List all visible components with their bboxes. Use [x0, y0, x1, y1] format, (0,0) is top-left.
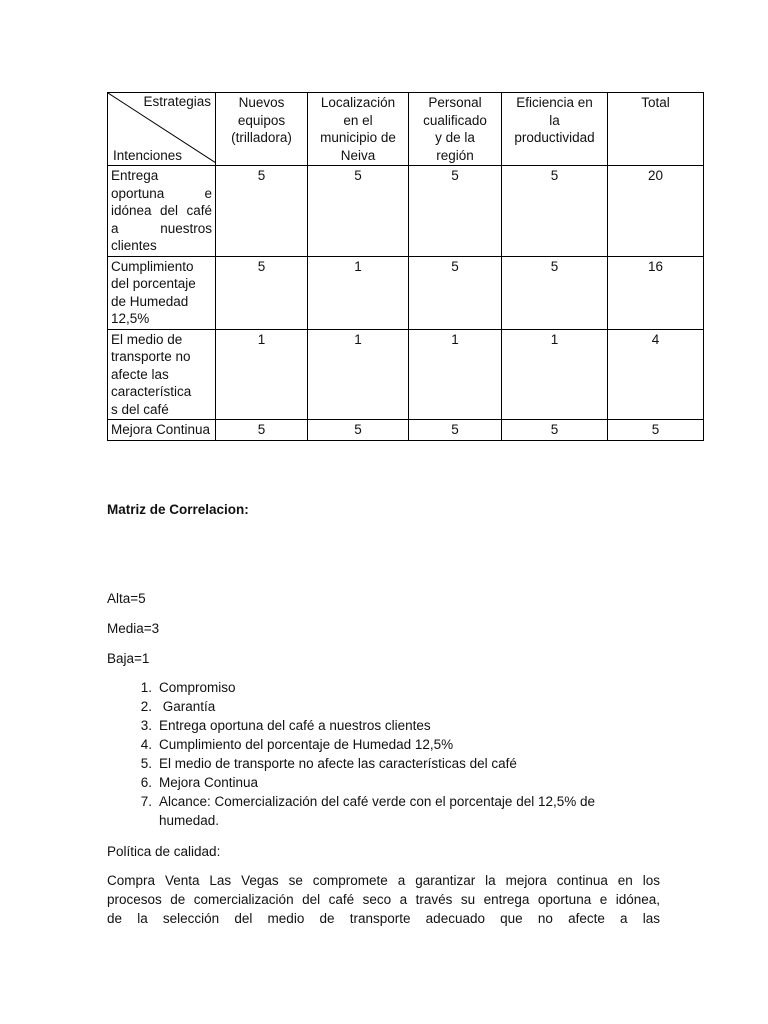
- table-cell: 1: [502, 329, 608, 420]
- column-header: Eficiencia en la productividad: [502, 93, 608, 166]
- table-cell: 5: [216, 256, 308, 329]
- paragraph-line: procesos de comercialización del café seco a través su entrega oportuna e idónea,: [107, 892, 660, 907]
- column-header: Total: [608, 93, 704, 166]
- list-item: 7. Alcance: Comercialización del café verde con el porcentaje del 12,5% de humedad.: [140, 794, 596, 828]
- table-cell: 16: [608, 256, 704, 329]
- paragraph-line: Compra Venta Las Vegas se compromete a garantizar la mejora continua en los: [107, 873, 660, 888]
- list-item: 3. Entrega oportuna del café a nuestros clientes: [140, 718, 431, 733]
- corner-label-strategies: Estrategias: [143, 94, 211, 109]
- scale-alta: Alta=5: [107, 591, 146, 606]
- scale-media: Media=3: [107, 621, 160, 636]
- matrix-corner-cell: [108, 93, 216, 166]
- row-label: Entrega oportuna e idónea del café a nuestros clientes: [108, 166, 216, 257]
- corner-label-intentions: Intenciones: [113, 148, 183, 163]
- list-item: 1. Compromiso: [140, 680, 236, 695]
- table-cell: 5: [502, 420, 608, 441]
- table-cell: 5: [409, 256, 502, 329]
- list-item: 6. Mejora Continua: [140, 775, 259, 790]
- section-heading: Matriz de Correlacion:: [107, 502, 249, 517]
- table-cell: 5: [308, 420, 409, 441]
- table-cell: 5: [502, 256, 608, 329]
- table-cell: 4: [608, 329, 704, 420]
- policy-paragraph: [107, 871, 660, 928]
- table-cell: 5: [409, 166, 502, 257]
- correlation-matrix-table: [107, 92, 704, 441]
- list-item: 2. Garantía: [140, 699, 216, 714]
- table-cell: 1: [308, 329, 409, 420]
- table-cell: 20: [608, 166, 704, 257]
- policy-title: Política de calidad:: [107, 844, 221, 859]
- table-cell: 1: [409, 329, 502, 420]
- paragraph-line: de la selección del medio de transporte adecuado que no afecte a las: [107, 911, 660, 926]
- row-label: Cumplimiento del porcentaje de Humedad 12,5%: [108, 256, 216, 329]
- table-cell: 5: [608, 420, 704, 441]
- table-cell: 5: [409, 420, 502, 441]
- list-item: 4. Cumplimiento del porcentaje de Humedad 12,5%: [140, 737, 454, 752]
- table-cell: 5: [502, 166, 608, 257]
- column-header: Localización en el municipio de Neiva: [308, 93, 409, 166]
- column-header: Personal cualificado y de la región: [409, 93, 502, 166]
- column-header: Nuevos equipos (trilladora): [216, 93, 308, 166]
- table-row: [108, 166, 704, 257]
- numbered-list: [107, 678, 667, 830]
- table-cell: 1: [216, 329, 308, 420]
- scale-baja: Baja=1: [107, 651, 150, 666]
- table-cell: 5: [308, 166, 409, 257]
- row-label: Mejora Continua: [108, 420, 216, 441]
- table-row: [108, 329, 704, 420]
- row-label: El medio de transporte no afecte las característica s del café: [108, 329, 216, 420]
- table-cell: 5: [216, 420, 308, 441]
- table-cell: 1: [308, 256, 409, 329]
- list-item: 5. El medio de transporte no afecte las características del café: [140, 756, 517, 771]
- matrix-header-row: [108, 93, 704, 166]
- table-cell: 5: [216, 166, 308, 257]
- table-row: [108, 256, 704, 329]
- table-row: [108, 420, 704, 441]
